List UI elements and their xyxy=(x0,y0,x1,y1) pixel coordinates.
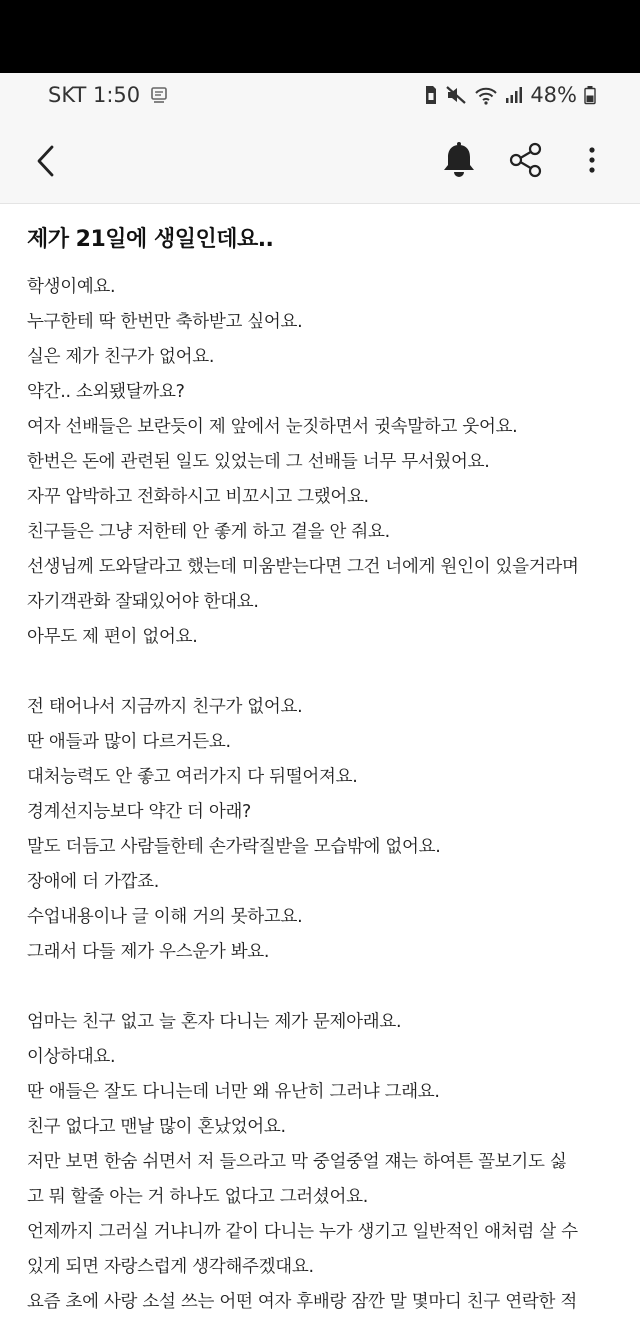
paragraph-gap xyxy=(27,970,627,1005)
signal-icon xyxy=(505,85,523,105)
post-body-line: 자꾸 압박하고 전화하시고 비꼬시고 그랬어요. xyxy=(27,487,369,507)
battery-icon xyxy=(584,85,596,105)
post-body-line: 요즘 초에 사랑 소설 쓰는 어떤 여자 후배랑 잠깐 말 몇마디 친구 연락한 적 xyxy=(27,1292,577,1312)
mute-icon xyxy=(445,85,467,105)
post-body-line: 실은 제가 친구가 없어요. xyxy=(27,347,215,367)
app-bar xyxy=(0,123,640,204)
post-body xyxy=(27,270,627,1320)
post-body-line: 학생이예요. xyxy=(27,277,116,297)
post-body-line: 전 태어나서 지금까지 친구가 없어요. xyxy=(27,697,303,717)
bell-icon[interactable] xyxy=(438,139,480,181)
wifi-icon xyxy=(474,85,498,105)
post-body-line: 대처능력도 안 좋고 여러가지 다 뒤떨어져요. xyxy=(27,767,358,787)
post-body-line: 아무도 제 편이 없어요. xyxy=(27,627,198,647)
paragraph-gap xyxy=(27,655,627,690)
post-body-line: 선생님께 도와달라고 했는데 미움받는다면 그건 너에게 원인이 있을거라며 xyxy=(27,557,579,577)
back-chevron-icon[interactable] xyxy=(28,141,68,181)
post-body-line: 친구 없다고 맨날 많이 혼났었어요. xyxy=(27,1117,286,1137)
post-body-line: 자기객관화 잘돼있어야 한대요. xyxy=(27,592,259,612)
status-right xyxy=(424,83,596,107)
post-body-line: 그래서 다들 제가 우스운가 봐요. xyxy=(27,942,270,962)
post-body-line: 있게 되면 자랑스럽게 생각해주겠대요. xyxy=(27,1257,314,1277)
post-body-line: 말도 더듬고 사람들한테 손가락질받을 모습밖에 없어요. xyxy=(27,837,441,857)
share-icon[interactable] xyxy=(505,139,547,181)
post-body-line: 친구들은 그냥 저한테 안 좋게 하고 곁을 안 줘요. xyxy=(27,522,390,542)
post-body-line: 약간.. 소외됐달까요? xyxy=(27,382,185,402)
sim-icon xyxy=(424,85,438,105)
post-body-line: 한번은 돈에 관련된 일도 있었는데 그 선배들 너무 무서웠어요. xyxy=(27,452,490,472)
post-body-line: 엄마는 친구 없고 늘 혼자 다니는 제가 문제아래요. xyxy=(27,1012,402,1032)
post-body-line: 장애에 더 가깝죠. xyxy=(27,872,160,892)
status-bar xyxy=(0,73,640,123)
post-body-line: 언제까지 그러실 거냐니까 같이 다니는 누가 생기고 일반적인 애처럼 살 수 xyxy=(27,1222,578,1242)
post-body-line: 딴 애들은 잘도 다니는데 너만 왜 유난히 그러냐 그래요. xyxy=(27,1082,440,1102)
post-body-line: 딴 애들과 많이 다르거든요. xyxy=(27,732,231,752)
top-black-bar xyxy=(0,0,640,73)
carrier-time: SKT 1:50 xyxy=(48,83,141,107)
post-body-line: 저만 보면 한숨 쉬면서 저 들으라고 막 중얼중얼 쟤는 하여튼 꼴보기도 싫 xyxy=(27,1152,567,1172)
post-body-line: 이상하대요. xyxy=(27,1047,116,1067)
post-title: 제가 21일에 생일인데요.. xyxy=(27,227,274,252)
message-icon xyxy=(150,86,168,104)
more-vertical-icon[interactable] xyxy=(578,139,606,181)
post-content xyxy=(0,204,640,1312)
post-body-line: 여자 선배들은 보란듯이 제 앞에서 눈짓하면서 귓속말하고 웃어요. xyxy=(27,417,518,437)
battery-percent: 48% xyxy=(530,83,577,107)
post-body-line: 누구한테 딱 한번만 축하받고 싶어요. xyxy=(27,312,303,332)
post-body-line: 경계선지능보다 약간 더 아래? xyxy=(27,802,252,822)
post-body-line: 수업내용이나 글 이해 거의 못하고요. xyxy=(27,907,303,927)
status-left xyxy=(48,83,168,107)
post-body-line: 고 뭐 할줄 아는 거 하나도 없다고 그러셨어요. xyxy=(27,1187,368,1207)
